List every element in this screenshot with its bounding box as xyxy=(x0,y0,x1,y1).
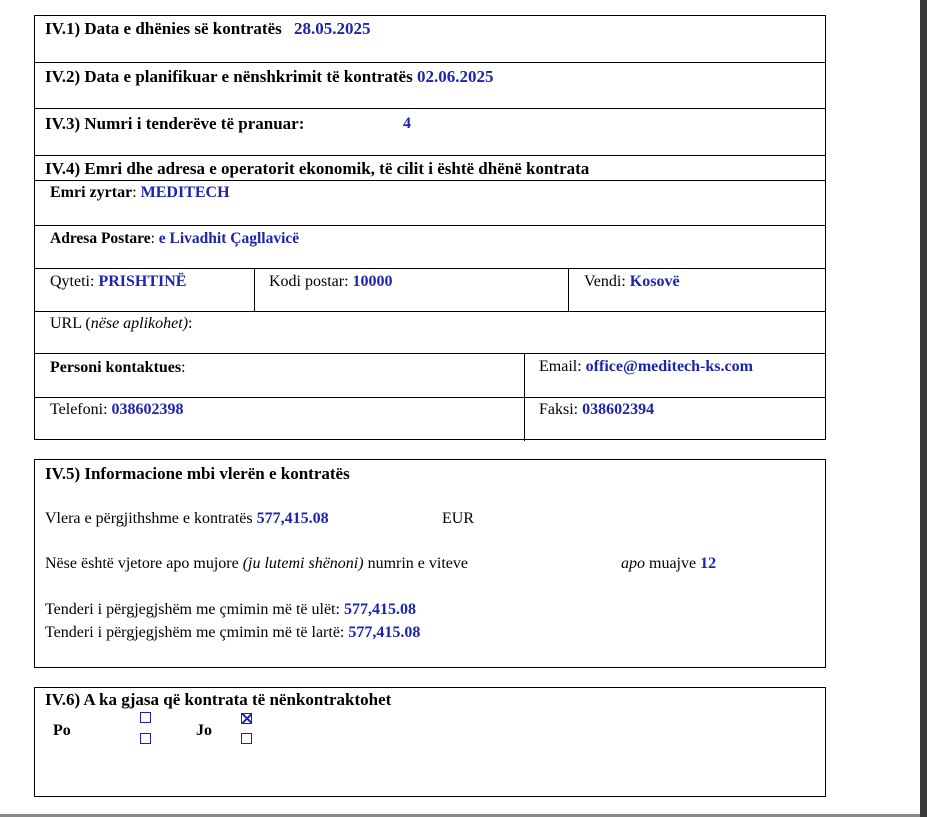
email-label: Email: xyxy=(539,358,582,375)
country-value: Kosovë xyxy=(629,273,680,290)
highest-price-label: Tenderi i përgjegjshëm me çmimin më të lartë: xyxy=(45,624,345,641)
postal-address-value: e Livadhit Çagllavicë xyxy=(158,230,300,247)
no-label: Jo xyxy=(196,722,212,739)
award-date-value: 28.05.2025 xyxy=(294,19,371,38)
email-value[interactable]: office@meditech-ks.com xyxy=(585,358,753,375)
row-url xyxy=(35,311,825,353)
official-name-label: Emri zyrtar xyxy=(50,184,133,201)
annual-note: (ju lutemi shënoni) xyxy=(242,555,364,572)
tenders-count-value: 4 xyxy=(403,115,411,132)
signing-date-value: 02.06.2025 xyxy=(416,67,494,86)
row-phone-fax xyxy=(35,397,825,441)
contact-person-label: Personi kontaktues xyxy=(50,359,182,376)
subcontracting-section xyxy=(34,687,826,797)
total-value-label: Vlera e përgjithshme e kontratës xyxy=(45,510,253,527)
award-date-label: IV.1) Data e dhënies së kontratës xyxy=(45,19,282,38)
annual-or: apo xyxy=(621,555,645,572)
no-checkbox-checked[interactable] xyxy=(241,713,252,724)
annual-text-c: muajve xyxy=(649,555,697,572)
yes-checkbox[interactable] xyxy=(140,733,151,744)
annual-text-a: Nëse është vjetore apo mujore xyxy=(45,555,239,572)
subcontracting-title: IV.6) A ka gjasa që kontrata të nënkontraktohet xyxy=(45,690,392,709)
url-label: URL ( xyxy=(50,315,91,332)
contract-value-title: IV.5) Informacione mbi vlerën e kontratës xyxy=(45,464,350,483)
lowest-price-label: Tenderi i përgjegjshëm me çmimin më të ulët: xyxy=(45,601,340,618)
postal-code-label: Kodi postar: xyxy=(269,273,349,290)
signing-date-label: IV.2) Data e planifikuar e nënshkrimit të kontratës xyxy=(45,67,413,86)
row-tenders-count xyxy=(35,108,825,155)
yes-checkbox-upper[interactable] xyxy=(140,712,151,723)
fax-label: Faksi: xyxy=(539,401,579,418)
official-name-value: MEDITECH xyxy=(140,184,230,201)
row-city-postal-country xyxy=(35,268,825,311)
page-edge xyxy=(920,0,927,817)
city-label: Qyteti: xyxy=(50,273,95,290)
city-value: PRISHTINË xyxy=(98,273,187,290)
lowest-price-value: 577,415.08 xyxy=(343,601,416,618)
row-award-date xyxy=(35,16,825,62)
phone-label: Telefoni: xyxy=(50,401,108,418)
fax-value: 038602394 xyxy=(582,401,655,418)
currency: EUR xyxy=(442,510,474,527)
row-operator-header xyxy=(35,155,825,180)
annual-text-b: numrin e viteve xyxy=(367,555,468,572)
country-label: Vendi: xyxy=(584,273,626,290)
months-value: 12 xyxy=(700,555,717,572)
contact-person-colon: : xyxy=(181,359,186,376)
yes-label: Po xyxy=(53,722,71,739)
highest-price-value: 577,415.08 xyxy=(348,624,421,641)
row-signing-date xyxy=(35,62,825,108)
contract-details-table xyxy=(34,15,826,440)
url-note: nëse aplikohet) xyxy=(90,315,189,332)
row-contact-email xyxy=(35,353,825,397)
row-official-name: Emri zyrtar: MEDITECH xyxy=(35,180,825,225)
operator-section-title: IV.4) Emri dhe adresa e operatorit ekonomik, të cilit i është dhënë kontrata xyxy=(45,159,590,178)
phone-value: 038602398 xyxy=(111,401,184,418)
url-colon: : xyxy=(188,315,193,332)
postal-address-label: Adresa Postare xyxy=(50,230,151,247)
tenders-count-label: IV.3) Numri i tenderëve të pranuar: xyxy=(45,114,305,133)
total-value: 577,415.08 xyxy=(256,510,329,527)
no-checkbox[interactable] xyxy=(241,733,252,744)
contract-value-section xyxy=(34,459,826,668)
row-postal-address: Adresa Postare: e Livadhit Çagllavicë xyxy=(35,225,825,268)
postal-code-value: 10000 xyxy=(352,273,393,290)
